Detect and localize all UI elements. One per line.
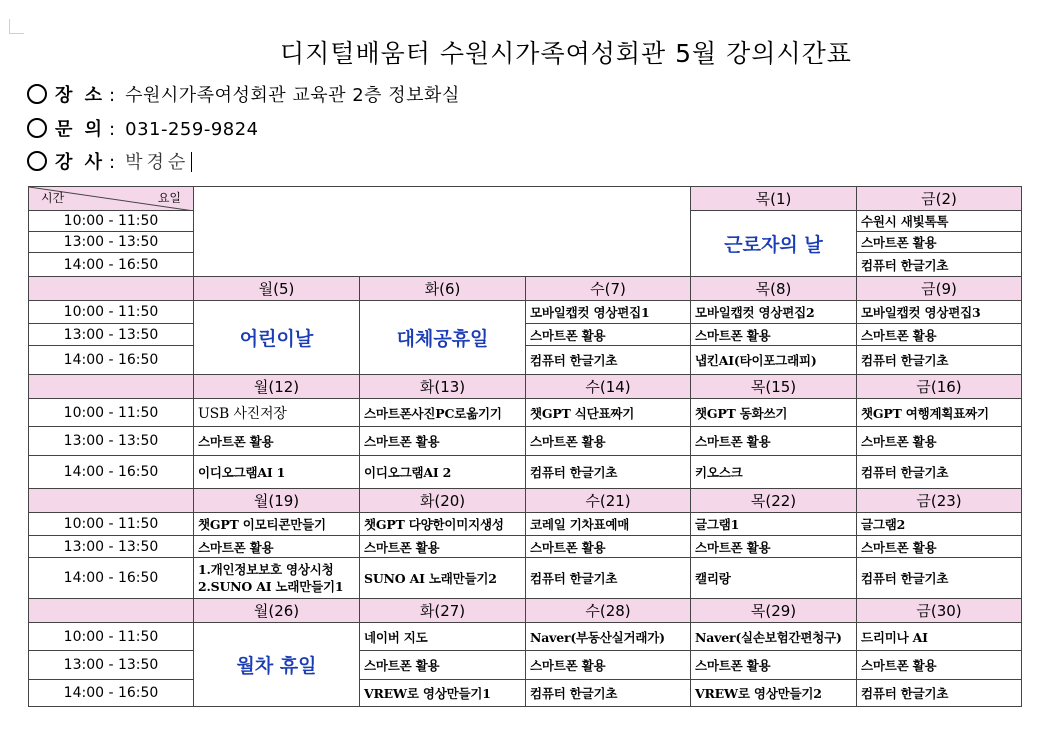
circle-bullet-icon [27, 118, 47, 138]
class-cell: 글그램1 [691, 513, 857, 536]
day-header: 금(9) [857, 277, 1022, 301]
time-slot: 10:00 - 11:50 [29, 211, 194, 232]
class-cell: USB 사진저장 [194, 399, 360, 427]
day-header: 월(19) [194, 489, 360, 513]
circle-bullet-icon [27, 151, 47, 171]
class-cell: SUNO AI 노래만들기2 [360, 558, 526, 599]
day-header: 월(12) [194, 375, 360, 399]
time-slot: 10:00 - 11:50 [29, 513, 194, 536]
corner-day-label: 요일 [157, 191, 181, 205]
class-cell: 컴퓨터 한글기초 [857, 680, 1022, 707]
class-cell: 스마트폰 활용 [526, 536, 691, 558]
class-cell: 캘리랑 [691, 558, 857, 599]
holiday-cell: 월차 휴일 [194, 623, 360, 707]
class-line: 1.개인정보보호 영상시청 [198, 562, 334, 577]
class-cell: Naver(부동산실거래가) [526, 623, 691, 651]
time-slot: 14:00 - 16:50 [29, 680, 194, 707]
holiday-cell: 근로자의 날 [691, 211, 857, 277]
class-cell: 모바일캡컷 영상편집3 [857, 301, 1022, 324]
day-header: 화(27) [360, 599, 526, 623]
day-header: 화(6) [360, 277, 526, 301]
class-cell: 모바일캡컷 영상편집1 [526, 301, 691, 324]
class-cell-two-line [194, 558, 360, 599]
class-cell: 컴퓨터 한글기초 [857, 253, 1022, 277]
week5-header-row [29, 599, 1022, 623]
time-slot: 13:00 - 13:50 [29, 536, 194, 558]
time-slot: 10:00 - 11:50 [29, 623, 194, 651]
class-cell: 스마트폰 활용 [526, 427, 691, 456]
class-cell: 스마트폰 활용 [857, 651, 1022, 680]
page-corner-mark [9, 19, 24, 34]
class-cell: 스마트폰 활용 [194, 427, 360, 456]
day-header: 금(30) [857, 599, 1022, 623]
day-header: 월(5) [194, 277, 360, 301]
day-header: 화(13) [360, 375, 526, 399]
class-cell: 코레일 기차표예매 [526, 513, 691, 536]
class-cell: 챗GPT 이모티콘만들기 [194, 513, 360, 536]
class-cell: 챗GPT 다양한이미지생성 [360, 513, 526, 536]
corner-time-label: 시간 [41, 191, 65, 205]
class-cell: 스마트폰 활용 [691, 536, 857, 558]
class-cell: VREW로 영상만들기2 [691, 680, 857, 707]
time-slot: 10:00 - 11:50 [29, 399, 194, 427]
week3-header-row [29, 375, 1022, 399]
time-slot: 14:00 - 16:50 [29, 456, 194, 489]
class-cell: 스마트폰 활용 [360, 651, 526, 680]
class-cell: 키오스크 [691, 456, 857, 489]
class-cell: 스마트폰 활용 [857, 427, 1022, 456]
time-slot: 14:00 - 16:50 [29, 346, 194, 375]
place-value: 수원시가족여성회관 교육관 2층 정보화실 [125, 85, 460, 106]
teacher-value: 박경순 [125, 152, 190, 173]
contact-label: 문 의 [55, 119, 106, 140]
circle-bullet-icon [27, 84, 47, 104]
holiday-cell: 어린이날 [194, 301, 360, 375]
day-header: 금(23) [857, 489, 1022, 513]
page-title: 디지털배움터 수원시가족여성회관 5월 강의시간표 [280, 39, 852, 68]
class-cell: 챗GPT 식단표짜기 [526, 399, 691, 427]
place-label: 장 소 [55, 85, 106, 106]
time-slot: 13:00 - 13:50 [29, 427, 194, 456]
contact-value: 031-259-9824 [125, 119, 259, 140]
class-cell: 모바일캡컷 영상편집2 [691, 301, 857, 324]
day-header: 수(7) [526, 277, 691, 301]
info-place: 장 소 : 수원시가족여성회관 교육관 2층 정보화실 [27, 84, 460, 107]
info-contact: 문 의 : 031-259-9824 [27, 118, 259, 141]
week2-header-row [29, 277, 1022, 301]
class-cell: 스마트폰 활용 [194, 536, 360, 558]
class-cell: 이디오그램AI 1 [194, 456, 360, 489]
corner-cell [29, 187, 194, 211]
time-slot: 14:00 - 16:50 [29, 558, 194, 599]
class-cell: 컴퓨터 한글기초 [857, 346, 1022, 375]
day-header: 금(16) [857, 375, 1022, 399]
day-header: 목(15) [691, 375, 857, 399]
holiday-cell: 대체공휴일 [360, 301, 526, 375]
week4-header-row [29, 489, 1022, 513]
class-cell: 컴퓨터 한글기초 [857, 558, 1022, 599]
class-cell: 스마트폰 활용 [857, 232, 1022, 253]
day-header: 목(1) [691, 187, 857, 211]
time-slot: 10:00 - 11:50 [29, 301, 194, 324]
day-header: 목(22) [691, 489, 857, 513]
class-cell: 스마트폰 활용 [691, 427, 857, 456]
class-cell: 스마트폰사진PC로옮기기 [360, 399, 526, 427]
text-cursor [191, 152, 192, 172]
class-line: 2.SUNO AI 노래만들기1 [198, 579, 344, 594]
week1-header-row [29, 187, 1022, 211]
day-header: 목(8) [691, 277, 857, 301]
class-cell: VREW로 영상만들기1 [360, 680, 526, 707]
time-slot: 13:00 - 13:50 [29, 651, 194, 680]
class-cell: 스마트폰 활용 [360, 427, 526, 456]
class-cell: 스마트폰 활용 [360, 536, 526, 558]
class-cell: Naver(실손보험간편청구) [691, 623, 857, 651]
class-cell: 챗GPT 여행계획표짜기 [857, 399, 1022, 427]
day-header: 수(28) [526, 599, 691, 623]
class-cell: 컴퓨터 한글기초 [526, 558, 691, 599]
time-slot: 13:00 - 13:50 [29, 324, 194, 346]
day-header: 목(29) [691, 599, 857, 623]
day-header: 화(20) [360, 489, 526, 513]
class-cell: 스마트폰 활용 [857, 536, 1022, 558]
class-cell: 스마트폰 활용 [526, 324, 691, 346]
empty-block [194, 187, 691, 277]
class-cell: 챗GPT 동화쓰기 [691, 399, 857, 427]
class-cell: 스마트폰 활용 [691, 651, 857, 680]
class-cell: 글그램2 [857, 513, 1022, 536]
class-cell: 드리미나 AI [857, 623, 1022, 651]
day-header: 수(14) [526, 375, 691, 399]
class-cell: 스마트폰 활용 [691, 324, 857, 346]
info-teacher: 강 사 : 박경순 [27, 151, 192, 174]
class-cell: 냅킨AI(타이포그래피) [691, 346, 857, 375]
day-header: 월(26) [194, 599, 360, 623]
class-cell: 컴퓨터 한글기초 [857, 456, 1022, 489]
class-cell: 컴퓨터 한글기초 [526, 680, 691, 707]
class-cell: 수원시 새빛톡톡 [857, 211, 1022, 232]
class-cell: 스마트폰 활용 [526, 651, 691, 680]
day-header: 수(21) [526, 489, 691, 513]
class-cell: 컴퓨터 한글기초 [526, 456, 691, 489]
time-slot: 14:00 - 16:50 [29, 253, 194, 277]
schedule-table [28, 186, 1022, 707]
class-cell: 컴퓨터 한글기초 [526, 346, 691, 375]
class-cell: 네이버 지도 [360, 623, 526, 651]
class-cell: 스마트폰 활용 [857, 324, 1022, 346]
day-header: 금(2) [857, 187, 1022, 211]
class-cell: 이디오그램AI 2 [360, 456, 526, 489]
time-slot: 13:00 - 13:50 [29, 232, 194, 253]
teacher-label: 강 사 [55, 152, 106, 173]
